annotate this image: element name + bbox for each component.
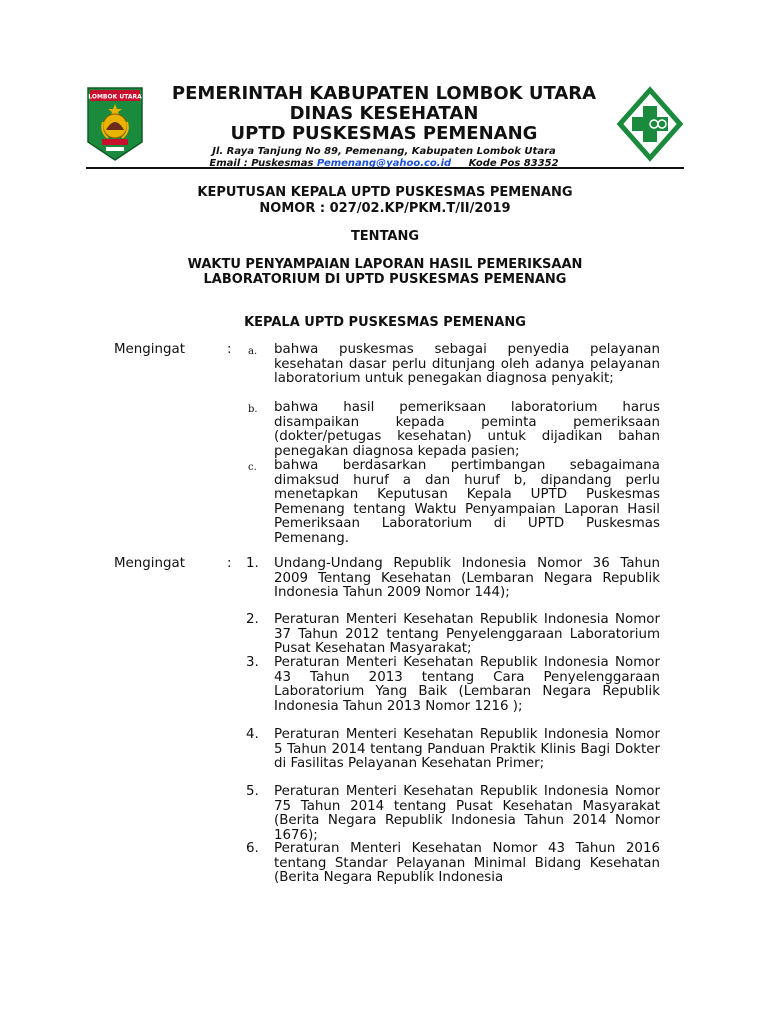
email-link[interactable]: Pemenang@yahoo.co.id	[316, 158, 452, 169]
office-name: DINAS KESEHATAN	[289, 103, 479, 124]
official-title: KEPALA UPTD PUSKESMAS PEMENANG	[244, 315, 526, 330]
list-item	[240, 401, 660, 459]
list-item-text: Peraturan Menteri Kesehatan Republik Indonesia Nomor 75 Tahun 2014 tentang Pusat Kesehatan Masyarakat (Berita Negara Republik Indonesia Tahun 2014 Nomor 1676);	[274, 784, 660, 843]
section1-colon: :	[227, 342, 232, 357]
list-item-text: bahwa puskesmas sebagai penyedia pelayanan kesehatan dasar perlu ditunjang oleh adanya pelayanan laboratorium untuk penegakan diagnosa penyakit;	[274, 342, 660, 386]
list-marker: 5.	[246, 784, 259, 799]
list-item	[240, 613, 660, 657]
list-item	[240, 656, 660, 714]
list-item	[240, 343, 660, 387]
subject-line-1: WAKTU PENYAMPAIAN LAPORAN HASIL PEMERIKSAAN	[187, 257, 583, 272]
section2-colon: :	[227, 556, 232, 571]
list-marker: 3.	[246, 655, 259, 670]
list-item	[240, 785, 660, 843]
list-marker: a.	[248, 346, 258, 357]
emblem-text: LOMBOK UTARA	[88, 93, 142, 101]
list-marker: 1.	[246, 556, 259, 571]
list-item	[240, 842, 660, 886]
email-prefix: Email : Puskesmas	[209, 158, 314, 169]
list-item	[240, 459, 660, 546]
address-line: Jl. Raya Tanjung No 89, Pemenang, Kabupaten Lombok Utara	[212, 146, 556, 157]
section1-label: Mengingat	[114, 342, 185, 357]
government-name: PEMERINTAH KABUPATEN LOMBOK UTARA	[171, 83, 597, 104]
postcode: Kode Pos 83352	[468, 158, 559, 169]
list-item	[240, 728, 660, 772]
tentang-heading: TENTANG	[350, 229, 420, 244]
list-item-text: Peraturan Menteri Kesehatan Republik Indonesia Nomor 43 Tahun 2013 tentang Cara Penyelenggaraan Laboratorium Yang Baik (Lembaran Negara Republik Indonesia Tahun 2013 Nomor 1216 );	[274, 655, 660, 714]
letterhead	[140, 84, 628, 170]
list-marker: b.	[248, 404, 258, 415]
decree-number: NOMOR : 027/02.KP/PKM.T/II/2019	[259, 201, 511, 216]
list-item-text: Peraturan Menteri Kesehatan Nomor 43 Tahun 2016 tentang Standar Pelayanan Minimal Bidang Kesehatan (Berita Negara Republik Indonesia	[274, 841, 660, 885]
list-item-text: Undang-Undang Republik Indonesia Nomor 36 Tahun 2009 Tentang Kesehatan (Lembaran Negara Republik Indonesia Tahun 2009 Nomor 144);	[274, 556, 660, 600]
puskesmas-logo-icon	[616, 86, 684, 162]
list-item-text: bahwa hasil pemeriksaan laboratorium harus disampaikan kepada peminta pemeriksaan (dokter/petugas kesehatan) untuk dijadikan bahan penegakan diagnosa kepada pasien;	[274, 400, 660, 459]
list-item-text: Peraturan Menteri Kesehatan Republik Indonesia Nomor 5 Tahun 2014 tentang Panduan Praktik Klinis Bagi Dokter di Fasilitas Pelayanan Kesehatan Primer;	[274, 727, 660, 771]
decree-title: KEPUTUSAN KEPALA UPTD PUSKESMAS PEMENANG	[197, 185, 573, 200]
list-item-text: Peraturan Menteri Kesehatan Republik Indonesia Nomor 37 Tahun 2012 tentang Penyelenggaraan Laboratorium Pusat Kesehatan Masyarakat;	[274, 612, 660, 656]
list-item	[240, 557, 660, 601]
institution-name: UPTD PUSKESMAS PEMENANG	[230, 123, 538, 144]
list-item-text: bahwa berdasarkan pertimbangan sebagaimana dimaksud huruf a dan huruf b, dipandang perlu menetapkan Keputusan Kepala UPTD Puskesmas Pemenang tentang Waktu Penyampaian Laporan Hasil Pemeriksaan Laboratorium di UPTD Puskesmas Pemenang.	[274, 458, 660, 546]
subject-line-2: LABORATORIUM DI UPTD PUSKESMAS PEMENANG	[203, 272, 567, 287]
section2-label: Mengingat	[114, 556, 185, 571]
list-marker: 2.	[246, 612, 259, 627]
list-marker: 4.	[246, 727, 259, 742]
list-marker: c.	[248, 462, 257, 473]
lombok-utara-emblem-icon	[86, 86, 144, 162]
letterhead-divider	[86, 167, 684, 169]
list-marker: 6.	[246, 841, 259, 856]
